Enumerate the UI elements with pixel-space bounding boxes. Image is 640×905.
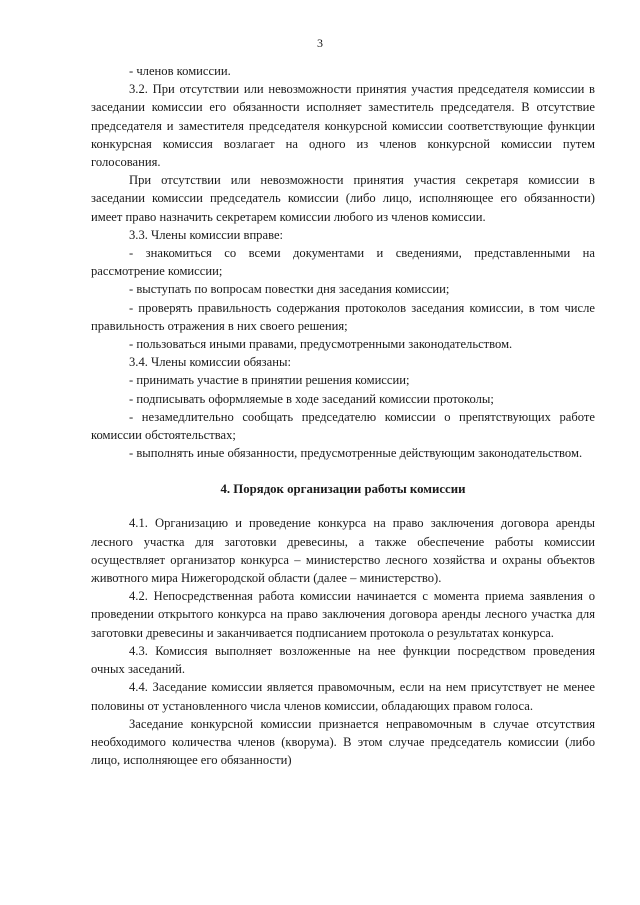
list-item: - подписывать оформляемые в ходе заседаний комиссии протоколы; [129,391,494,406]
paragraph: 3.4. Члены комиссии обязаны: [129,355,291,370]
list-item: - знакомиться со всеми документами и сведениями, представленными на рассмотрение комиссии; [91,246,595,279]
paragraph: 4.4. Заседание комиссии является правомочным, если на нем присутствует не менее половины от установленного числа членов комиссии, обладающих правом голоса. [91,680,595,713]
paragraph: 3.2. При отсутствии или невозможности принятия участия председателя комиссии в заседании комиссии его обязанности исполняет заместитель председателя. В отсутствие председателя и заместителя председателя конкурсной комиссии соответствующие функции конкурсная комиссия возлагает на одного из членов конкурсной комиссии путем голосования. [91,82,595,170]
paragraph: 4.2. Непосредственная работа комиссии начинается с момента приема заявления о проведении открытого конкурса на право заключения договора аренды лесного участка для заготовки древесины и заканчивается подписанием протокола о результатах конкурса. [91,589,595,640]
list-item: - выполнять иные обязанности, предусмотренные действующим законодательством. [129,446,583,461]
list-item: - проверять правильность содержания протоколов заседания комиссии, в том числе правильность отражения в них своего решения; [91,300,595,333]
list-item: - незамедлительно сообщать председателю комиссии о препятствующих работе комиссии обстоятельствах; [91,409,595,443]
paragraph: 4.1. Организацию и проведение конкурса на право заключения договора аренды лесного участка для заготовки древесины, а также обеспечение работы комиссии осуществляет организатор конкурса – министерство лесного хозяйства и охраны объектов животного мира Нижегородской области (далее – министерство). [91,516,595,586]
paragraph: При отсутствии или невозможности принятия участия секретаря комиссии в заседании комиссии председатель комиссии (либо лицо, исполняющее его обязанности) имеет право назначить секретарем комиссии любого из членов комиссии. [91,173,595,224]
page-number: 3 [317,36,323,50]
paragraph: - членов комиссии. [129,64,231,78]
paragraph: Заседание конкурсной комиссии признается неправомочным в случае отсутствия необходимого количества членов (кворума). В этом случае председатель комиссии (либо лицо, исполняющее его обязанности) [91,716,595,768]
document-body [91,62,595,769]
list-item: - выступать по вопросам повестки дня заседания комиссии; [129,282,450,297]
list-item: - пользоваться иными правами, предусмотренными законодательством. [129,337,513,352]
section-heading: 4. Порядок организации работы комиссии [220,482,466,497]
paragraph: 3.3. Члены комиссии вправе: [129,227,284,242]
paragraph: 4.3. Комиссия выполняет возложенные на нее функции посредством проведения очных заседаний. [91,643,595,677]
list-item: - принимать участие в принятии решения комиссии; [129,373,410,388]
